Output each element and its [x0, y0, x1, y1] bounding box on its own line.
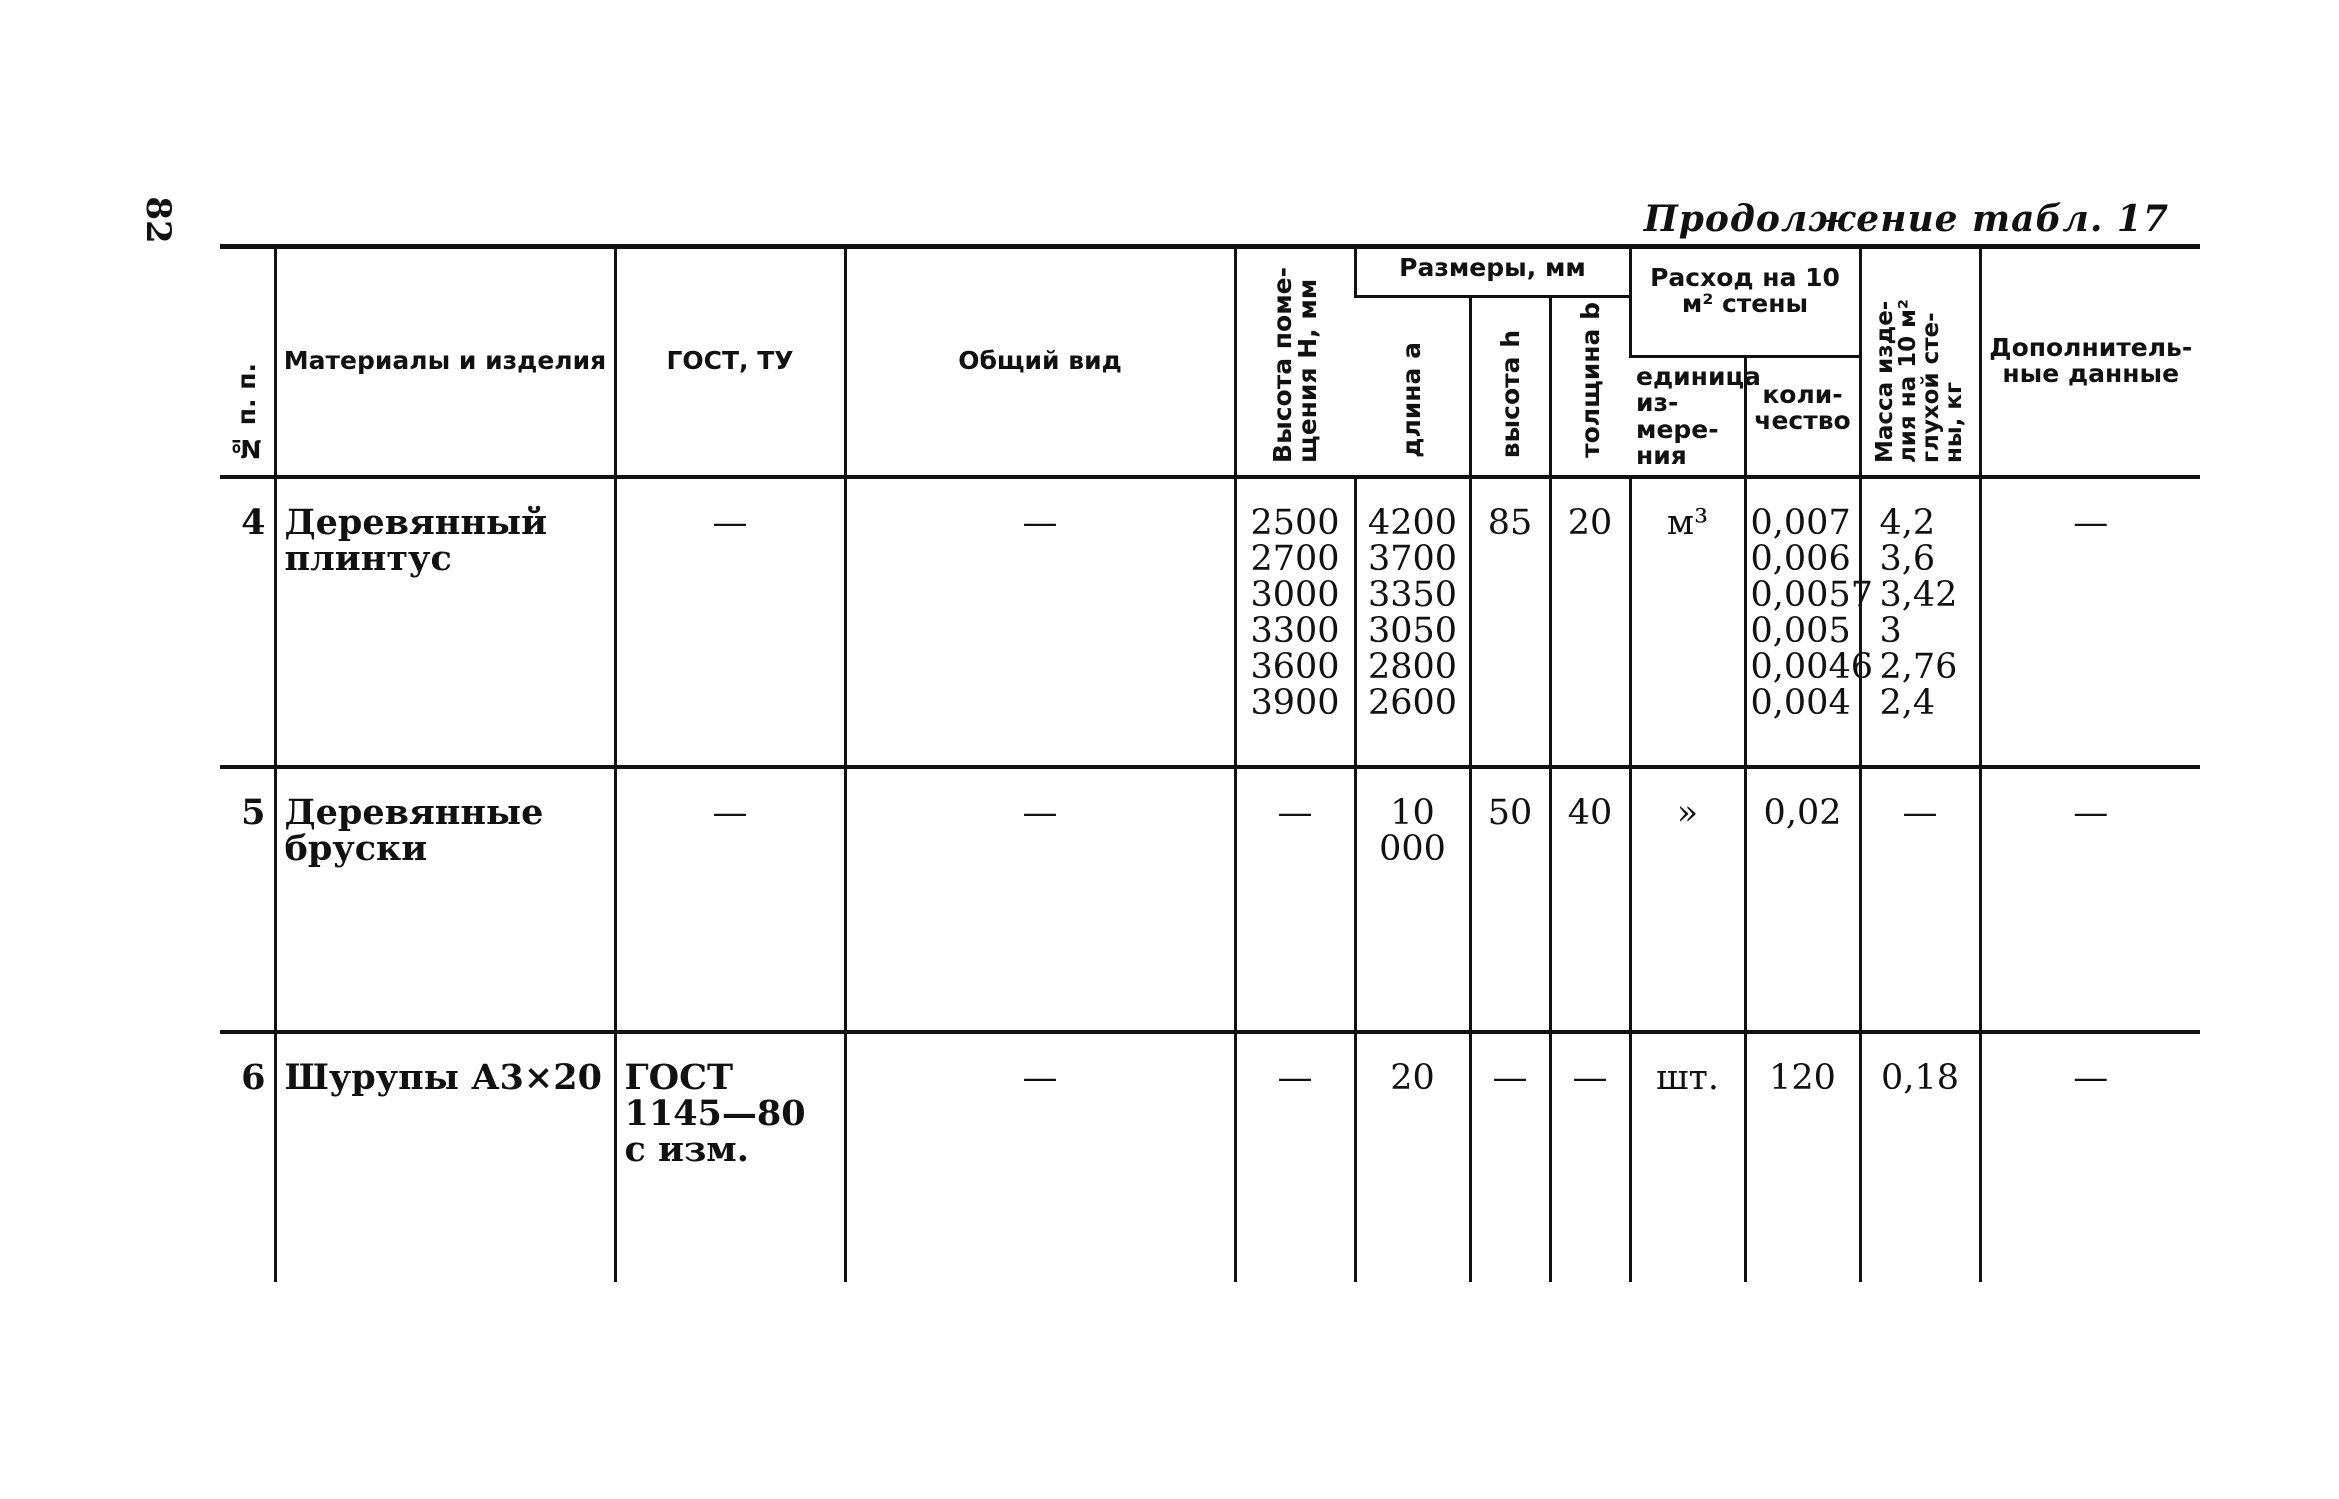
- row-num: 6: [241, 1057, 266, 1098]
- header-mass: Масса изде- лия на 10 м² глухой сте- ны, кг: [1860, 247, 1980, 478]
- page-number: 82: [138, 196, 178, 244]
- row-quantity: 120: [1769, 1058, 1836, 1098]
- row-material: Деревянный плинтус: [284, 502, 548, 579]
- row-room-height: —: [1277, 1058, 1313, 1098]
- row-gost: —: [712, 503, 748, 543]
- header-room-height: Высота поме- щения H, мм: [1235, 247, 1355, 478]
- row-quantity: 0,02: [1763, 793, 1842, 833]
- table-row: [220, 477, 2200, 767]
- table-row: [220, 1032, 2200, 1282]
- table-row: [220, 767, 2200, 1032]
- materials-table: [220, 244, 2200, 1282]
- row-mass: 0,18: [1881, 1058, 1959, 1098]
- row-num: 5: [241, 792, 266, 833]
- row-material: Шурупы А3×20: [284, 1057, 602, 1098]
- row-length: 4200 3700 3350 3050 2800 2600: [1367, 503, 1458, 723]
- row-mass: 4,2 3,6 3,42 3 2,76 2,4: [1879, 503, 1958, 723]
- row-thickness: 20: [1567, 503, 1613, 543]
- row-extra: —: [2073, 793, 2109, 833]
- header-consumption: Расход на 10 м² стены: [1630, 247, 1860, 357]
- header-high: высота h: [1470, 297, 1550, 478]
- header-material: Материалы и изделия: [275, 247, 615, 478]
- row-thickness: 40: [1567, 793, 1613, 833]
- row-quantity: 0,007 0,006 0,0057 0,005 0,0046 0,004: [1750, 503, 1873, 723]
- header-gost: ГОСТ, ТУ: [615, 247, 845, 478]
- row-num: 4: [241, 502, 266, 543]
- header-thickness: толщина b: [1550, 297, 1630, 478]
- header-sizes: Размеры, мм: [1355, 247, 1630, 297]
- table-continuation-caption: Продолжение табл. 17: [1643, 198, 2169, 240]
- header-unit: единица из-мере-ния: [1630, 357, 1745, 478]
- row-high: —: [1492, 1058, 1528, 1098]
- row-mass: —: [1902, 793, 1938, 833]
- header-general-view: Общий вид: [845, 247, 1235, 478]
- row-unit: шт.: [1656, 1058, 1720, 1098]
- row-gost: ГОСТ 1145—80 с изм.: [624, 1057, 806, 1170]
- row-general-view: —: [1022, 793, 1058, 833]
- row-unit: »: [1676, 793, 1699, 833]
- header-num: № п. п.: [220, 247, 275, 478]
- row-high: 50: [1487, 793, 1533, 833]
- header-quantity: коли-чество: [1745, 357, 1860, 478]
- row-room-height: 2500 2700 3000 3300 3600 3900: [1250, 503, 1340, 723]
- row-high: 85: [1487, 503, 1533, 543]
- row-unit: м³: [1666, 503, 1709, 543]
- row-general-view: —: [1022, 503, 1058, 543]
- row-gost: —: [712, 793, 748, 833]
- row-extra: —: [2073, 1058, 2109, 1098]
- row-length: 10 000: [1379, 793, 1446, 869]
- row-general-view: —: [1022, 1058, 1058, 1098]
- row-material: Деревянные бруски: [284, 792, 544, 869]
- row-thickness: —: [1572, 1058, 1608, 1098]
- header-length: длина a: [1355, 297, 1470, 478]
- row-length: 20: [1390, 1058, 1435, 1098]
- row-extra: —: [2073, 503, 2109, 543]
- row-room-height: —: [1277, 793, 1313, 833]
- header-extra: Дополнитель-ные данные: [1980, 247, 2200, 478]
